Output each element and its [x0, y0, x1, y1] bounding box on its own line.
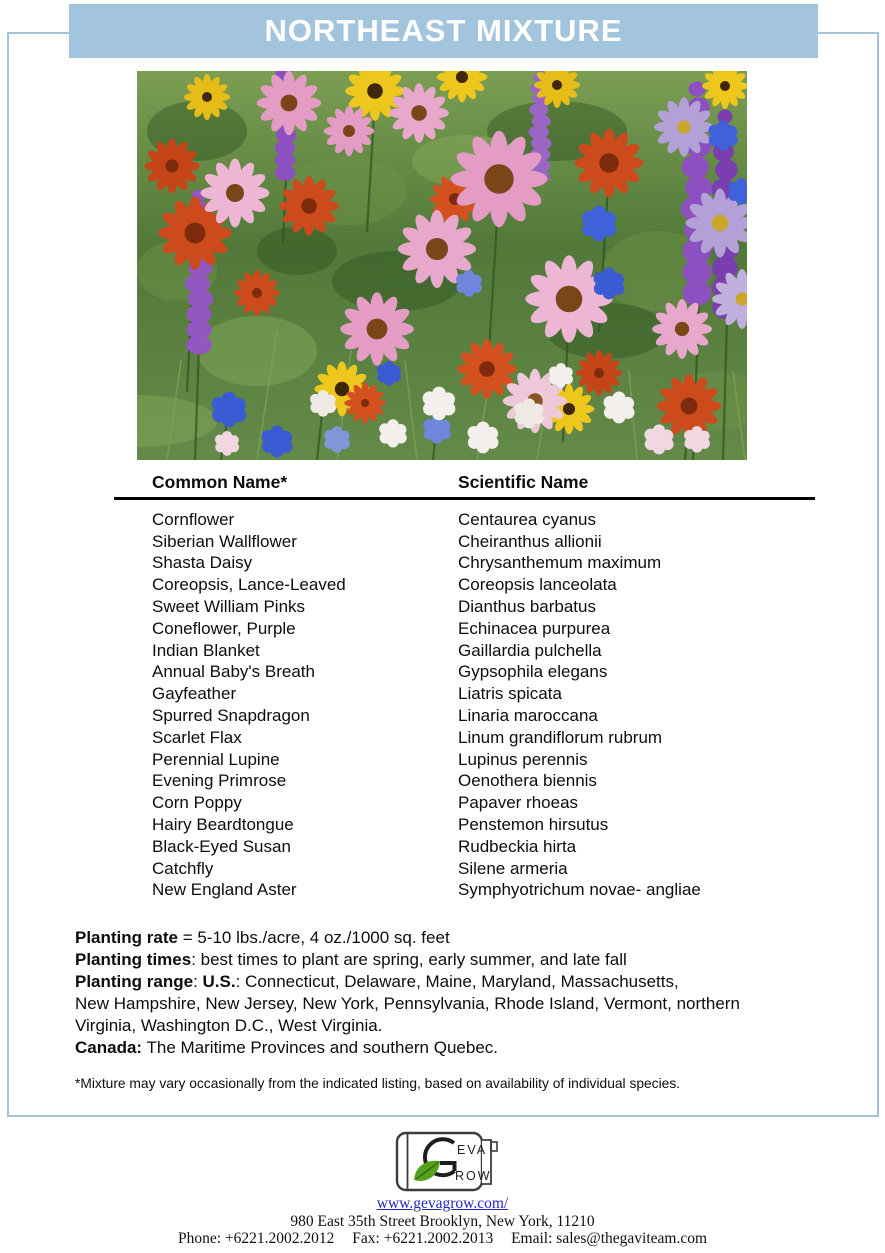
planting-info: [75, 927, 859, 1059]
table-header-rule: [114, 497, 815, 500]
table-row: [152, 640, 832, 662]
planting-times-label: Planting times: [75, 950, 192, 970]
canada-label: Canada:: [75, 1038, 143, 1058]
scientific-name-cell: Penstemon hirsutus: [458, 815, 609, 835]
common-name-cell: Black-Eyed Susan: [152, 836, 291, 856]
table-row: [152, 509, 832, 531]
common-name-cell: Indian Blanket: [152, 640, 260, 660]
common-name-cell: Scarlet Flax: [152, 727, 242, 747]
common-name-cell: Catchfly: [152, 858, 214, 878]
planting-rate-label: Planting rate: [75, 928, 178, 947]
scientific-name-cell: Papaver rhoeas: [458, 793, 579, 813]
common-name-cell: Sweet William Pinks: [152, 597, 306, 617]
scientific-name-cell: Silene armeria: [458, 858, 568, 878]
common-name-cell: Perennial Lupine: [152, 749, 280, 769]
wildflower-meadow-photo: [137, 71, 747, 460]
gevagrow-logo-graphic: [394, 1128, 500, 1196]
common-name-cell: Spurred Snapdragon: [152, 706, 310, 726]
common-name-cell: Corn Poppy: [152, 793, 242, 813]
table-row: [152, 727, 832, 749]
table-row: [152, 858, 832, 880]
species-table-header: [0, 472, 885, 496]
table-row: [152, 880, 832, 902]
page-title: NORTHEAST MIXTURE: [264, 13, 623, 48]
common-name-cell: Siberian Wallflower: [152, 531, 297, 551]
common-name-cell: Shasta Daisy: [152, 553, 253, 573]
disclaimer-note: *Mixture may vary occasionally from the indicated listing, based on availability of individual species.: [75, 1076, 681, 1091]
table-row: [152, 618, 832, 640]
common-name-cell: Coneflower, Purple: [152, 618, 296, 638]
planting-range-sep: :: [193, 972, 203, 992]
fax-text: Fax: +6221.2002.2013: [352, 1230, 494, 1248]
common-name-cell: Evening Primrose: [152, 771, 287, 791]
planting-range-line-3: Virginia, Washington D.C., West Virginia.: [75, 1016, 383, 1036]
logo-text-row: ROW: [455, 1169, 492, 1183]
common-name-cell: Gayfeather: [152, 684, 237, 704]
planting-range-line: [75, 971, 859, 993]
planting-times-line: [75, 949, 859, 971]
footer: [0, 1195, 885, 1248]
address-line: 980 East 35th Street Brooklyn, New York, 11210: [290, 1212, 595, 1230]
scientific-name-cell: Dianthus barbatus: [458, 597, 596, 617]
contact-line: [0, 1230, 885, 1248]
column-header-common-name: Common Name*: [152, 472, 288, 492]
logo-text-eva: EVA: [457, 1143, 488, 1157]
scientific-name-cell: Gaillardia pulchella: [458, 640, 602, 660]
canada-text: The Maritime Provinces and southern Quebec.: [142, 1038, 498, 1058]
scientific-name-cell: Cheiranthus allionii: [458, 531, 602, 551]
header-bar: [69, 4, 818, 58]
scientific-name-cell: Coreopsis lanceolata: [458, 575, 617, 595]
planting-range-line-2: New Hampshire, New Jersey, New York, Pennsylvania, Rhode Island, Vermont, northern: [75, 994, 740, 1014]
table-row: [152, 553, 832, 575]
common-name-cell: Hairy Beardtongue: [152, 815, 294, 835]
common-name-cell: Coreopsis, Lance-Leaved: [152, 575, 346, 595]
scientific-name-cell: Linum grandiflorum rubrum: [458, 727, 663, 747]
table-row: [152, 792, 832, 814]
table-row: [152, 662, 832, 684]
phone-text: Phone: +6221.2002.2012: [177, 1230, 335, 1248]
planting-rate-text: = 5-10 lbs./acre, 4 oz./1000 sq. feet: [177, 928, 450, 947]
table-row: [152, 574, 832, 596]
scientific-name-cell: Centaurea cyanus: [458, 509, 596, 529]
table-row: [152, 836, 832, 858]
scientific-name-cell: Liatris spicata: [458, 684, 562, 704]
planting-range-text: : Connecticut, Delaware, Maine, Maryland, Massachusetts,: [235, 972, 679, 992]
scientific-name-cell: Chrysanthemum maximum: [458, 553, 662, 573]
scientific-name-cell: Oenothera biennis: [458, 771, 597, 791]
common-name-cell: Annual Baby's Breath: [152, 662, 315, 682]
scientific-name-cell: Lupinus perennis: [458, 749, 588, 769]
planting-rate-line: [75, 927, 859, 949]
table-row: [152, 771, 832, 793]
table-row: [152, 749, 832, 771]
table-row: [152, 531, 832, 553]
species-table-body: [152, 509, 832, 901]
scientific-name-cell: Echinacea purpurea: [458, 618, 611, 638]
table-row: [152, 596, 832, 618]
column-header-scientific-name: Scientific Name: [458, 472, 589, 492]
email-text: Email: sales@thegaviteam.com: [511, 1230, 708, 1248]
wildflower-meadow-illustration: [137, 71, 747, 460]
planting-canada-line: [75, 1037, 859, 1059]
table-row: [152, 705, 832, 727]
table-row: [152, 814, 832, 836]
table-row: [152, 683, 832, 705]
gevagrow-logo: [394, 1128, 500, 1196]
scientific-name-cell: Gypsophila elegans: [458, 662, 608, 682]
scientific-name-cell: Linaria maroccana: [458, 706, 598, 726]
scientific-name-cell: Symphyotrichum novae- angliae: [458, 880, 701, 900]
common-name-cell: Cornflower: [152, 509, 235, 529]
common-name-cell: New England Aster: [152, 880, 297, 900]
website-link[interactable]: www.gevagrow.com/: [376, 1195, 509, 1212]
planting-times-text: : best times to plant are spring, early summer, and late fall: [191, 950, 627, 970]
planting-range-label: Planting range: [75, 972, 194, 992]
scientific-name-cell: Rudbeckia hirta: [458, 836, 577, 856]
planting-us-label: U.S.: [202, 972, 236, 992]
